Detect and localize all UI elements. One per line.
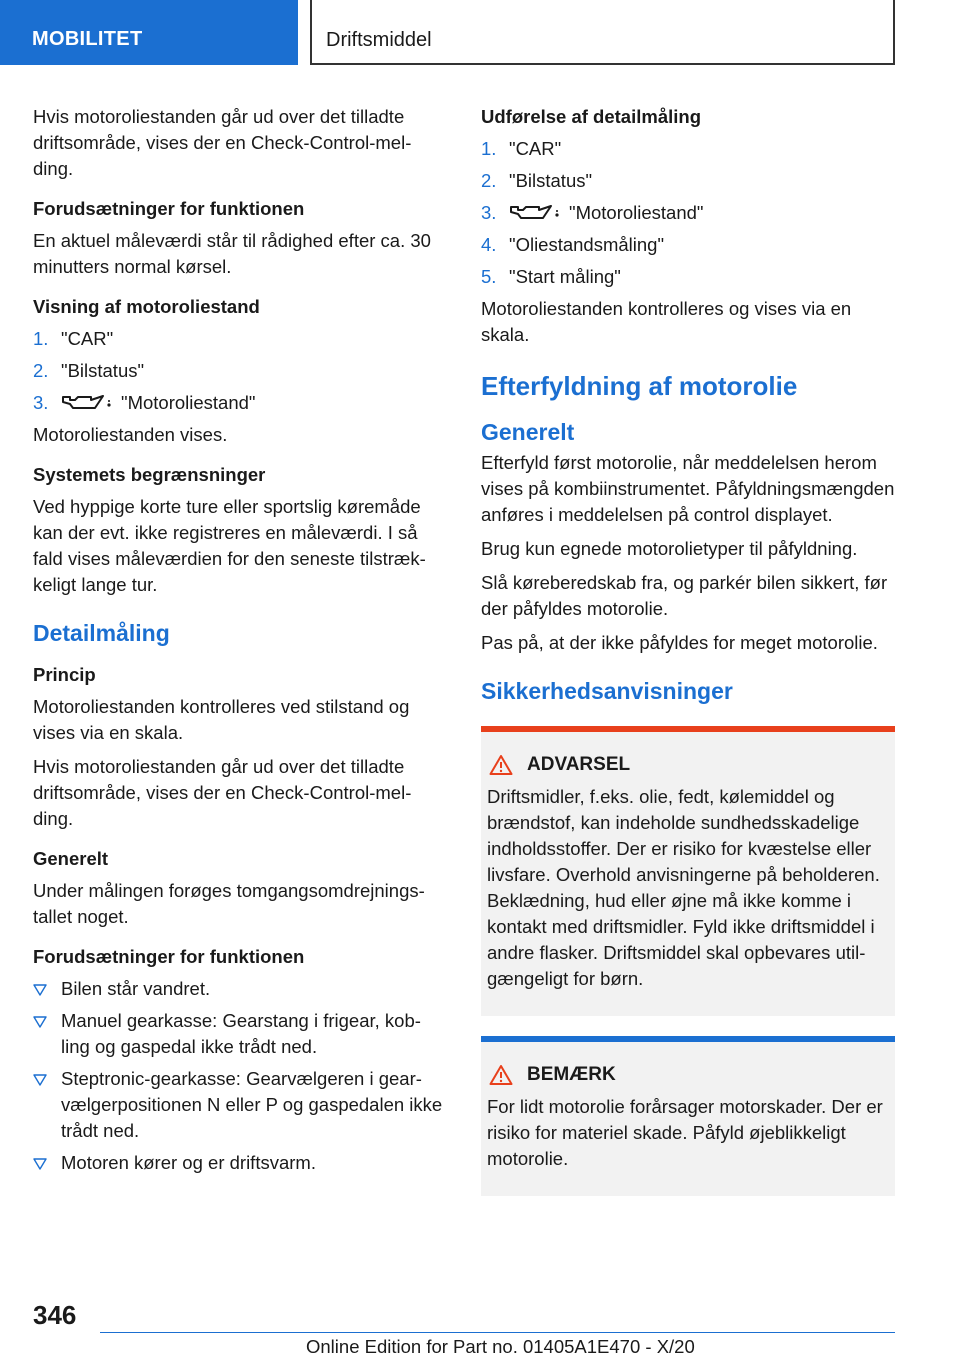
step-text: "CAR" xyxy=(61,328,114,349)
list-item xyxy=(33,326,443,352)
subheading-prerequisites: Forudsætninger for funktionen xyxy=(33,198,305,219)
bullet-text: Bilen står vandret. xyxy=(61,978,211,999)
display-steps-list xyxy=(33,326,443,416)
section-tab xyxy=(0,0,298,65)
list-item xyxy=(33,1008,443,1060)
page-number: 346 xyxy=(33,1300,77,1330)
section-heading-detail: Detailmåling xyxy=(33,620,170,646)
chapter-tab xyxy=(310,0,895,65)
warning-triangle-icon xyxy=(489,754,513,776)
section-heading-refill: Efterfyldning af motorolie xyxy=(481,371,798,401)
chapter-title: Driftsmiddel xyxy=(326,29,432,51)
list-item xyxy=(481,200,895,226)
warning-box xyxy=(481,726,895,1016)
list-item xyxy=(33,1150,443,1176)
step-number: 5. xyxy=(481,266,497,287)
step-number: 2. xyxy=(33,360,49,381)
subheading-limitations: Systemets begrænsninger xyxy=(33,464,266,485)
paragraph: Motoroliestanden vises. xyxy=(33,424,228,445)
subheading-execution: Udførelse af detailmåling xyxy=(481,106,701,127)
paragraph: Ved hyppige korte ture eller sportslig køremåde kan der evt. ikke registreres en måleværdi. I så fald vises måleværdien for den seneste tilstrækkeligt lange tur. xyxy=(33,496,426,595)
list-item xyxy=(481,264,895,290)
footer-edition: Online Edition for Part no. 01405A1E470 - X/20 xyxy=(306,1336,695,1357)
paragraph: Brug kun egnede motorolietyper til påfyldning. xyxy=(481,538,858,559)
list-item xyxy=(33,976,443,1002)
oil-can-icon xyxy=(61,392,113,412)
step-number: 1. xyxy=(33,328,49,349)
list-item xyxy=(33,358,443,384)
list-item xyxy=(33,1066,443,1144)
step-number: 2. xyxy=(481,170,497,191)
step-text: "Motoroliestand" xyxy=(121,392,256,413)
list-item xyxy=(481,168,895,194)
bullet-triangle-icon xyxy=(33,1016,47,1028)
warning-label: ADVARSEL xyxy=(527,754,631,775)
paragraph: Efterfyld først motorolie, når meddelelsen herom vises på kombiinstrumentet. Påfyldningsmængden anføres i meddelelsen på control displayet. xyxy=(481,452,895,525)
bullet-text: Steptronic-gearkasse: Gearvælgeren i gearvælgerpositionen N eller P og gaspedalen ikke trådt ned. xyxy=(61,1068,443,1141)
prerequisites-list xyxy=(33,976,443,1176)
step-text: "Oliestandsmåling" xyxy=(509,234,665,255)
paragraph: Under målingen forøges tomgangsomdrejningstallet noget. xyxy=(33,880,425,927)
step-text: "Start måling" xyxy=(509,266,621,287)
step-text: "Bilstatus" xyxy=(61,360,145,381)
paragraph: Motoroliestanden kontrolleres ved stilstand og vises via en skala. xyxy=(33,696,410,743)
subheading-general: Generelt xyxy=(33,848,109,869)
step-text: "Motoroliestand" xyxy=(569,202,704,223)
note-bar xyxy=(481,1036,895,1042)
section-heading-safety: Sikkerhedsanvisninger xyxy=(481,678,733,704)
list-item xyxy=(481,136,895,162)
subheading-display: Visning af motoroliestand xyxy=(33,296,260,317)
right-column xyxy=(481,104,895,1196)
note-text: For lidt motorolie forårsager motorskader. Der er risiko for materiel skade. Påfyld øjeblikkeligt motorolie. xyxy=(487,1096,883,1169)
subsection-heading-general: Generelt xyxy=(481,419,575,445)
warning-bar xyxy=(481,726,895,732)
oil-can-icon xyxy=(509,202,561,222)
subheading-principle: Princip xyxy=(33,664,96,685)
list-item xyxy=(33,390,443,416)
paragraph: Hvis motoroliestanden går ud over det tilladte driftsområde, vises der en Check-Control-melding. xyxy=(33,106,412,179)
bullet-triangle-icon xyxy=(33,1158,47,1170)
subheading-prerequisites: Forudsætninger for funktionen xyxy=(33,946,305,967)
bullet-triangle-icon xyxy=(33,1074,47,1086)
execution-steps-list xyxy=(481,136,895,290)
left-column xyxy=(33,104,443,1182)
paragraph: Slå køreberedskab fra, og parkér bilen sikkert, før der påfyldes motorolie. xyxy=(481,572,888,619)
step-text: "Bilstatus" xyxy=(509,170,593,191)
bullet-text: Motoren kører og er driftsvarm. xyxy=(61,1152,316,1173)
paragraph: Pas på, at der ikke påfyldes for meget motorolie. xyxy=(481,632,878,653)
warning-triangle-icon xyxy=(489,1064,513,1086)
step-number: 3. xyxy=(481,202,497,223)
step-text: "CAR" xyxy=(509,138,562,159)
paragraph: Motoroliestanden kontrolleres og vises via en skala. xyxy=(481,298,852,345)
paragraph: En aktuel måleværdi står til rådighed efter ca. 30 minutters normal kørsel. xyxy=(33,230,431,277)
note-label: BEMÆRK xyxy=(527,1064,616,1085)
list-item xyxy=(481,232,895,258)
note-title xyxy=(487,1062,887,1088)
bullet-triangle-icon xyxy=(33,984,47,996)
warning-text: Driftsmidler, f.eks. olie, fedt, kølemiddel og brændstof, kan indeholde sundhedsskadelige indholdsstoffer. Der er risiko for kvæstelse eller livsfare. Overhold anvisningerne på beholderen. Beklædning, hud eller øjne må ikke komme i kontakt med driftsmidler. Fyld ikke driftsmiddel i andre flasker. Driftsmiddel skal opbevares utilgængeligt for børn. xyxy=(487,786,880,989)
section-title: MOBILITET xyxy=(32,28,143,50)
bullet-text: Manuel gearkasse: Gearstang i frigear, kobling og gaspedal ikke trådt ned. xyxy=(61,1010,421,1057)
warning-title xyxy=(487,752,887,778)
note-box xyxy=(481,1036,895,1196)
paragraph: Hvis motoroliestanden går ud over det tilladte driftsområde, vises der en Check-Control-melding. xyxy=(33,756,412,829)
step-number: 4. xyxy=(481,234,497,255)
step-number: 3. xyxy=(33,392,49,413)
footer-divider xyxy=(100,1332,895,1333)
step-number: 1. xyxy=(481,138,497,159)
